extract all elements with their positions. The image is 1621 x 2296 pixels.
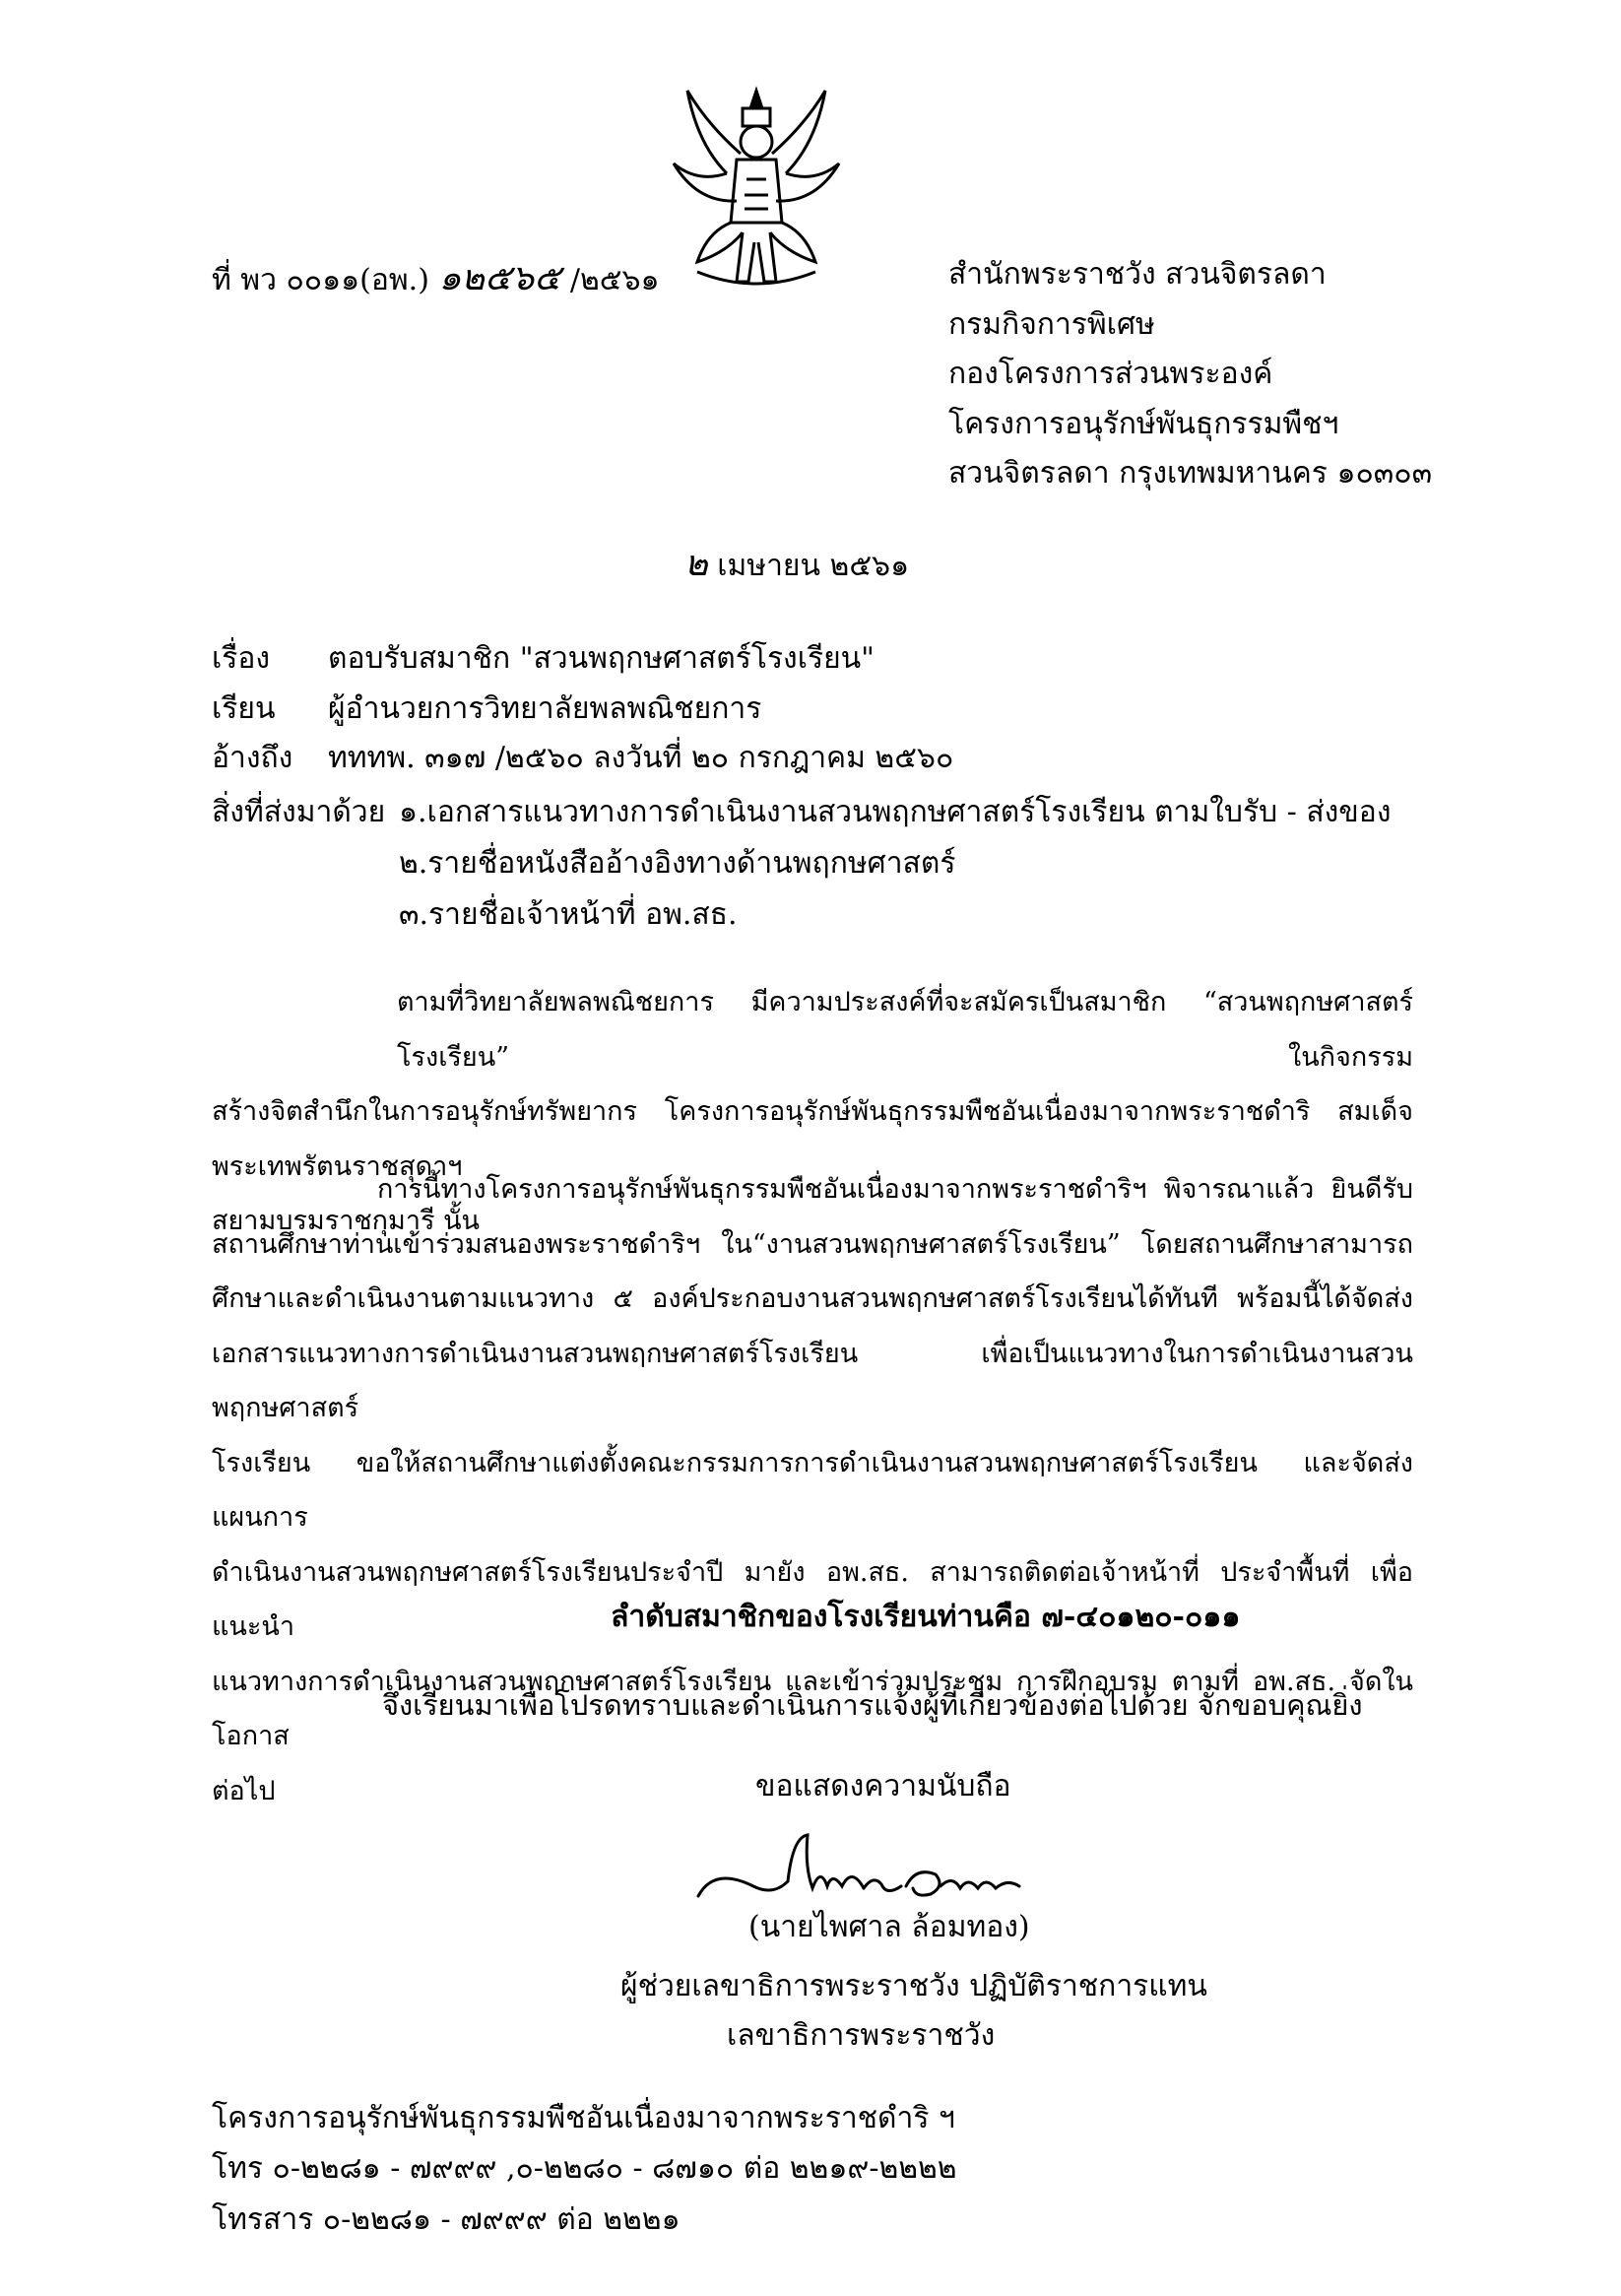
paragraph-line: เอกสารแนวทางการดำเนินงานสวนพฤกษศาสตร์โรงเรียน เพื่อเป็นแนวทางในการดำเนินงานสวนพฤกษศาสตร์ [212, 1338, 1413, 1423]
sender-address-line-3: กองโครงการส่วนพระองค์ [948, 357, 1273, 391]
reference-text: ทททพ. ๓๑๗ /๒๕๖๐ ลงวันที่ ๒๐ กรกฎาคม ๒๕๖๐ [328, 741, 954, 775]
enclosures-label: สิ่งที่ส่งมาด้วย [212, 795, 386, 829]
subject-text: ตอบรับสมาชิก "สวนพฤกษศาสตร์โรงเรียน" [328, 641, 875, 676]
paragraph-line: สร้างจิตสำนึกในการอนุรักษ์ทรัพยากร โครงการอนุรักษ์พันธุกรรมพืชอันเนื่องมาจากพระราชดำริ สมเด็จพระเทพรัตนราชสุดาฯ [212, 1096, 1413, 1182]
signer-title-1: ผู้ช่วยเลขาธิการพระราชวัง ปฏิบัติราชการแทน [620, 1969, 1207, 2003]
paragraph-line: ต่อไป [212, 1775, 276, 1806]
garuda-emblem-icon [668, 85, 845, 295]
paragraph-line: สยามบรมราชกุมารี นั้น [212, 1206, 480, 1236]
reference-handwritten-number: ๑๒๕๖๕ [438, 258, 561, 298]
footer-line-1: โครงการอนุรักษ์พันธุกรรมพืชอันเนื่องมาจากพระราชดำริ ฯ [212, 2101, 955, 2135]
paragraph-line: แนวทางการดำเนินงานสวนพฤกษศาสตร์โรงเรียน และเข้าร่วมประชุม การฝึกอบรม ตามที่ อพ.สธ. จัดในโอกาส [212, 1666, 1413, 1751]
signer-name: (นายไพศาล ล้อมทอง) [748, 1910, 1030, 1944]
signer-title-2: เลขาธิการพระราชวัง [727, 2018, 996, 2053]
paragraph-line: สถานศึกษาท่านเข้าร่วมสนองพระราชดำริฯ ใน“งานสวนพฤกษศาสตร์โรงเรียน” โดยสถานศึกษาสามารถ [212, 1228, 1413, 1260]
letter-date [684, 544, 909, 584]
reference-number [212, 258, 660, 298]
date-month-year: เมษายน ๒๕๖๑ [707, 549, 910, 583]
enclosure-item: ๒.รายชื่อหนังสืออ้างอิงทางด้านพฤกษศาสตร์ [399, 846, 956, 881]
member-number: ลำดับสมาชิกของโรงเรียนท่านคือ ๗-๔๐๑๒๐-๐๑๑ [611, 1600, 1241, 1634]
to-label: เรียน [212, 691, 276, 726]
enclosure-item: ๑.เอกสารแนวทางการดำเนินงานสวนพฤกษศาสตร์โรงเรียน ตามใบรับ - ส่งของ [399, 795, 1392, 829]
sender-address-line-4: โครงการอนุรักษ์พันธุกรรมพืชฯ [948, 407, 1339, 441]
closing-request: จึงเรียนมาเพื่อโปรดทราบและดำเนินการแจ้งผู้ที่เกี่ยวข้องต่อไปด้วย จักขอบคุณยิ่ง [382, 1688, 1363, 1722]
paragraph-line: โรงเรียน ขอให้สถานศึกษาแต่งตั้งคณะกรรมการการดำเนินงานสวนพฤกษศาสตร์โรงเรียน และจัดส่งแผนการ [212, 1447, 1413, 1533]
paragraph-line: ศึกษาและดำเนินงานตามแนวทาง ๕ องค์ประกอบงานสวนพฤกษศาสตร์โรงเรียนได้ทันที พร้อมนี้ได้จัดส่ง [212, 1283, 1413, 1314]
paragraph-line: ดำเนินงานสวนพฤกษศาสตร์โรงเรียนประจำปี มายัง อพ.สธ. สามารถติดต่อเจ้าหน้าที่ ประจำพื้นที่ เพื่อแนะนำ [212, 1556, 1413, 1642]
sender-address-line-5: สวนจิตรลดา กรุงเทพมหานคร ๑๐๓๐๓ [948, 456, 1433, 491]
reference-label: อ้างถึง [212, 741, 293, 775]
sender-address-line-1: สำนักพระราชวัง สวนจิตรลดา [948, 257, 1327, 292]
reference-year: /๒๕๖๑ [560, 263, 660, 297]
to-text: ผู้อำนวยการวิทยาลัยพลพณิชยการ [328, 691, 762, 726]
footer-line-2: โทร ๐-๒๒๘๑ - ๗๙๙๙ ,๐-๒๒๘๐ - ๘๗๑๐ ต่อ ๒๒๑๙-๒๒๒๒ [212, 2151, 957, 2186]
paragraph-line: การนี้ทางโครงการอนุรักษ์พันธุกรรมพืชอันเนื่องมาจากพระราชดำริฯ พิจารณาแล้ว ยินดีรับ [377, 1174, 1413, 1205]
closing-salutation: ขอแสดงความนับถือ [755, 1769, 1011, 1804]
signature-image [694, 1827, 1029, 1921]
reference-prefix: ที่ พว ๐๐๑๑(อพ.) [212, 263, 439, 297]
paragraph-line: ตามที่วิทยาลัยพลพณิชยการ มีความประสงค์ที่จะสมัครเป็นสมาชิก “สวนพฤกษศาสตร์โรงเรียน” ในกิจกรรม [397, 987, 1413, 1073]
date-day-handwritten: ๒ [684, 544, 708, 584]
subject-label: เรื่อง [212, 641, 271, 676]
footer-line-3: โทรสาร ๐-๒๒๘๑ - ๗๙๙๙ ต่อ ๒๒๒๑ [212, 2202, 681, 2237]
sender-address-line-2: กรมกิจการพิเศษ [948, 307, 1155, 342]
enclosure-item: ๓.รายชื่อเจ้าหน้าที่ อพ.สธ. [399, 897, 738, 932]
